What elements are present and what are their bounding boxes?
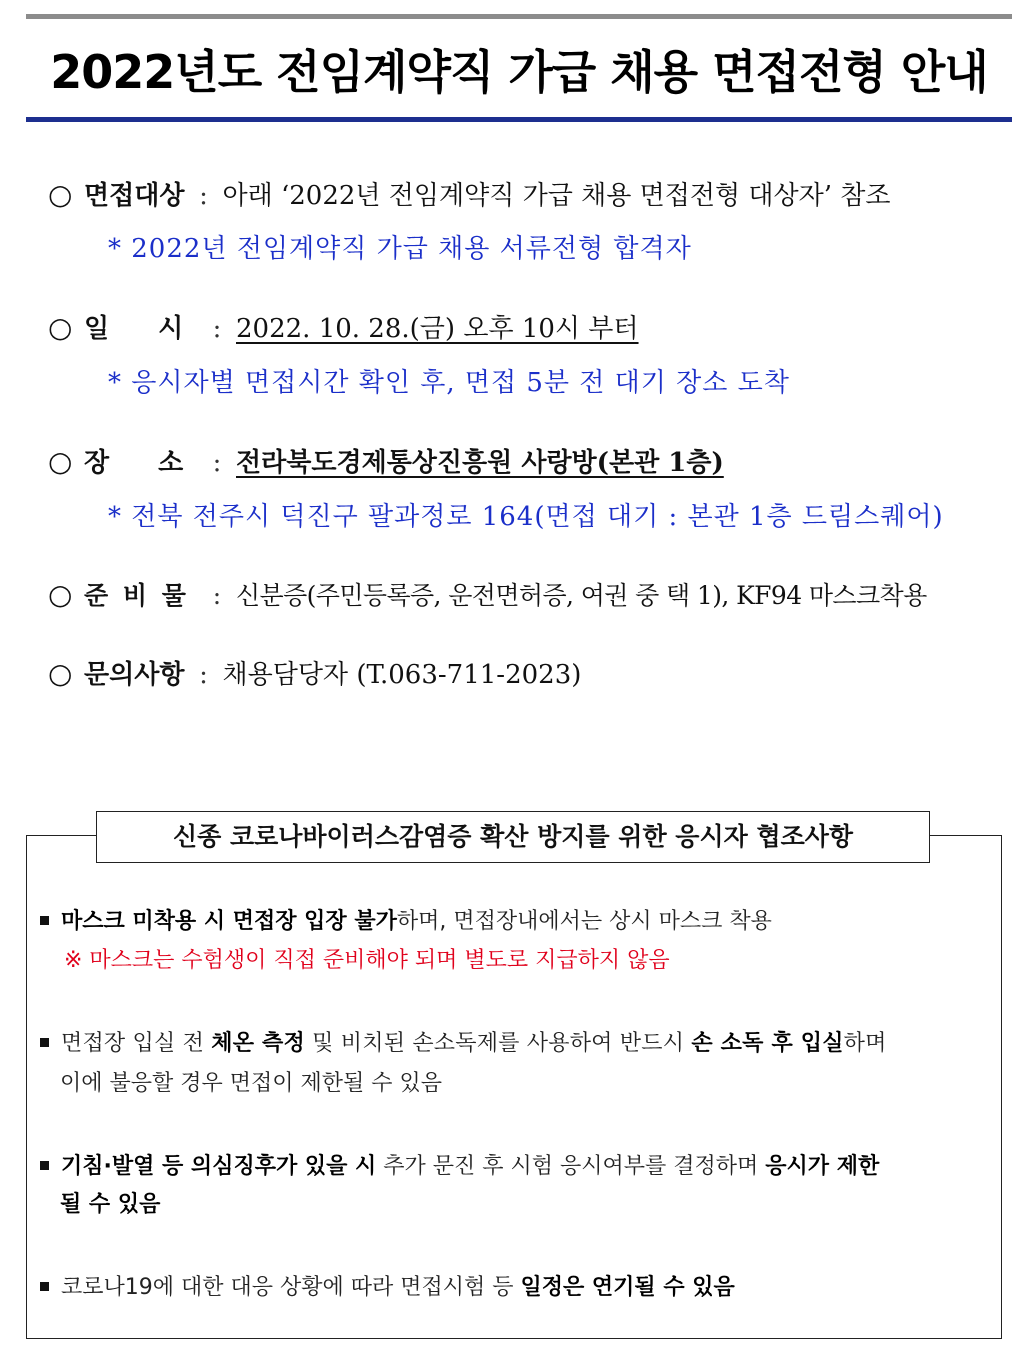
item-value: 신분증(주민등록증, 운전면허증, 여권 중 택 1), KF94 마스크착용 xyxy=(236,581,927,610)
item-value: 전라북도경제통상진흥원 사랑방(본관 1층) xyxy=(236,448,724,478)
notice-emphasis: 손 소독 후 입실 xyxy=(691,1031,844,1056)
item-inquiry xyxy=(48,654,581,691)
item-place xyxy=(48,442,724,479)
notice-line-mask xyxy=(40,904,772,935)
item-separator: : xyxy=(212,314,222,344)
notice-emphasis: 체온 측정 xyxy=(211,1031,305,1056)
notice-emphasis: 마스크 미착용 시 면접장 입장 불가 xyxy=(61,909,397,934)
notice-text: 하며 xyxy=(843,1031,887,1056)
item-supplies xyxy=(48,576,927,612)
notice-text: 및 비치된 손소독제를 사용하여 반드시 xyxy=(304,1031,692,1056)
item-value: 2022. 10. 28.(금) 오후 10시 부터 xyxy=(236,314,639,344)
notice-warning: ※ 마스크는 수험생이 직접 준비해야 되며 별도로 지급하지 않음 xyxy=(64,948,670,973)
circle-bullet-icon: ○ xyxy=(48,657,73,690)
notice-line-continued: 될 수 있음 xyxy=(60,1192,161,1217)
item-label: 일 시 xyxy=(84,314,184,344)
item-separator: : xyxy=(212,448,222,478)
circle-bullet-icon: ○ xyxy=(48,311,73,344)
title-rule xyxy=(26,117,1012,122)
square-bullet-icon xyxy=(40,916,49,925)
square-bullet-icon xyxy=(40,1161,49,1170)
item-separator: : xyxy=(199,181,208,211)
notice-text: 하며, 면접장내에서는 상시 마스크 착용 xyxy=(396,909,772,934)
item-note: * 2022년 전임계약직 가급 채용 서류전형 합격자 xyxy=(108,234,692,264)
item-label: 면접대상 xyxy=(84,181,185,211)
notice-text: 추가 문진 후 시험 응시여부를 결정하며 xyxy=(376,1154,766,1179)
item-label: 준 비 물 xyxy=(84,581,186,610)
square-bullet-icon xyxy=(40,1282,49,1291)
item-value: 아래 ‘2022년 전임계약직 가급 채용 면접전형 대상자’ 참조 xyxy=(222,181,891,211)
page-title: 2022년도 전임계약직 가급 채용 면접전형 안내 xyxy=(50,45,988,99)
notice-line-temperature xyxy=(40,1026,887,1057)
item-label: 장 소 xyxy=(84,448,184,478)
item-separator: : xyxy=(199,660,208,690)
notice-text: 면접장 입실 전 xyxy=(61,1031,212,1056)
item-note: * 응시자별 면접시간 확인 후, 면접 5분 전 대기 장소 도착 xyxy=(108,368,790,398)
notice-heading: 신종 코로나바이러스감염증 확산 방지를 위한 응시자 협조사항 xyxy=(96,811,930,863)
item-label: 문의사항 xyxy=(84,660,185,690)
item-note: * 전북 전주시 덕진구 팔과정로 164(면접 대기 : 본관 1층 드림스퀘어) xyxy=(108,502,944,532)
notice-line-continued: 이에 불응할 경우 면접이 제한될 수 있음 xyxy=(60,1071,442,1096)
notice-emphasis: 일정은 연기될 수 있음 xyxy=(520,1275,735,1300)
notice-line-schedule xyxy=(40,1270,735,1301)
item-separator: : xyxy=(212,581,222,610)
item-date xyxy=(48,308,639,345)
notice-emphasis: 응시가 제한 xyxy=(765,1154,880,1179)
item-value: 채용담당자 (T.063-711-2023) xyxy=(222,660,582,690)
circle-bullet-icon: ○ xyxy=(48,445,73,478)
top-rule xyxy=(26,14,1012,19)
notice-text: 코로나19에 대한 대응 상황에 따라 면접시험 등 xyxy=(61,1275,521,1300)
circle-bullet-icon: ○ xyxy=(48,578,73,611)
notice-line-symptoms xyxy=(40,1149,879,1180)
item-interview-target xyxy=(48,175,890,212)
notice-emphasis: 기침·발열 등 의심징후가 있을 시 xyxy=(61,1154,377,1179)
circle-bullet-icon: ○ xyxy=(48,178,73,211)
square-bullet-icon xyxy=(40,1038,49,1047)
